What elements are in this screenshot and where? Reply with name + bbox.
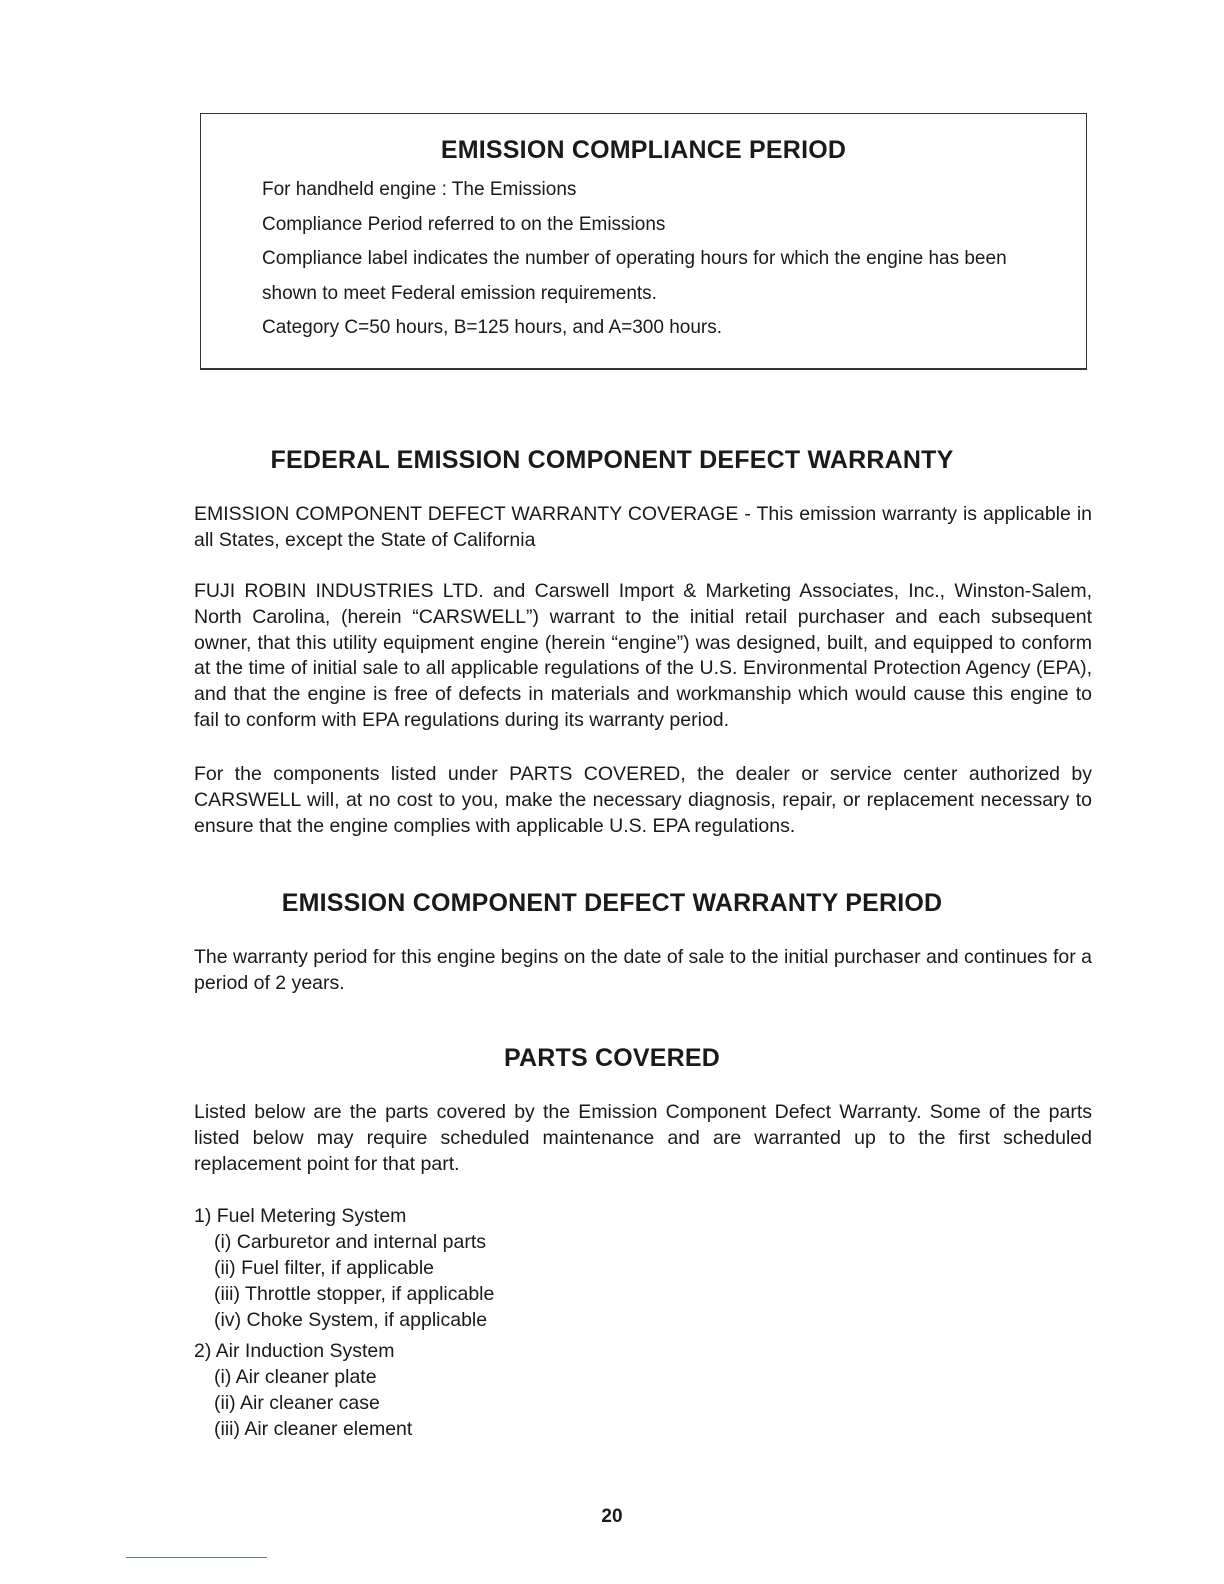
list-item: (iii) Throttle stopper, if applicable [214, 1283, 495, 1305]
parts-list [194, 1203, 494, 1442]
compliance-period-text [262, 178, 1062, 351]
coverage-paragraph: EMISSION COMPONENT DEFECT WARRANTY COVERAGE - This emission warranty is applicable in all States, except the State of California [194, 503, 1092, 551]
compliance-line: Category C=50 hours, B=125 hours, and A=300 hours. [262, 317, 723, 338]
parts-covered-heading: PARTS COVERED [503, 1044, 721, 1072]
warranty-period-paragraph: The warranty period for this engine begins on the date of sale to the initial purchaser and continues for a period of 2 years. [194, 946, 1092, 994]
compliance-period-title: EMISSION COMPLIANCE PERIOD [440, 136, 847, 164]
list-item: 1) Fuel Metering System [194, 1205, 407, 1227]
list-item: (iv) Choke System, if applicable [214, 1309, 488, 1331]
parts-intro-paragraph: Listed below are the parts covered by the Emission Component Defect Warranty. Some of the parts listed below may require scheduled maintenance and are warranted up to the first scheduled replacement point for that part. [194, 1101, 1092, 1175]
list-item: (i) Air cleaner plate [214, 1366, 377, 1388]
list-item: (ii) Air cleaner case [214, 1392, 380, 1414]
list-item: (ii) Fuel filter, if applicable [214, 1257, 435, 1279]
list-item: (iii) Air cleaner element [214, 1418, 413, 1440]
list-item: 2) Air Induction System [194, 1340, 395, 1362]
list-item: (i) Carburetor and internal parts [214, 1231, 487, 1253]
warranty-period-heading: EMISSION COMPONENT DEFECT WARRANTY PERIOD [281, 889, 943, 917]
compliance-period-box [200, 113, 1087, 370]
footer-rule [126, 1557, 267, 1558]
fuji-robin-paragraph: FUJI ROBIN INDUSTRIES LTD. and Carswell Import & Marketing Associates, Inc., Winston-Salem, North Carolina, (herein “CARSWELL”) warrant to the initial retail purchaser and each subsequent owner, that this utility equipment engine (herein “engine”) was designed, built, and equipped to conform at the time of initial sale to all applicable regulations of the U.S. Environmental Protection Agency (EPA), and that the engine is free of defects in materials and workmanship which would cause this engine to fail to conform with EPA regulations during its warranty period. [194, 580, 1092, 731]
compliance-line: Compliance label indicates the number of operating hours for which the engine has been [262, 248, 1007, 269]
compliance-line: shown to meet Federal emission requirements. [262, 282, 657, 304]
compliance-line: Compliance Period referred to on the Emissions [262, 213, 666, 235]
compliance-line: For handheld engine : The Emissions [262, 179, 577, 200]
federal-warranty-heading: FEDERAL EMISSION COMPONENT DEFECT WARRANTY [270, 446, 954, 474]
page-number: 20 [601, 1506, 623, 1527]
parts-covered-paragraph: For the components listed under PARTS COVERED, the dealer or service center authorized by CARSWELL will, at no cost to you, make the necessary diagnosis, repair, or replacement necessary to ensure that the engine complies with applicable U.S. EPA regulations. [194, 763, 1092, 837]
